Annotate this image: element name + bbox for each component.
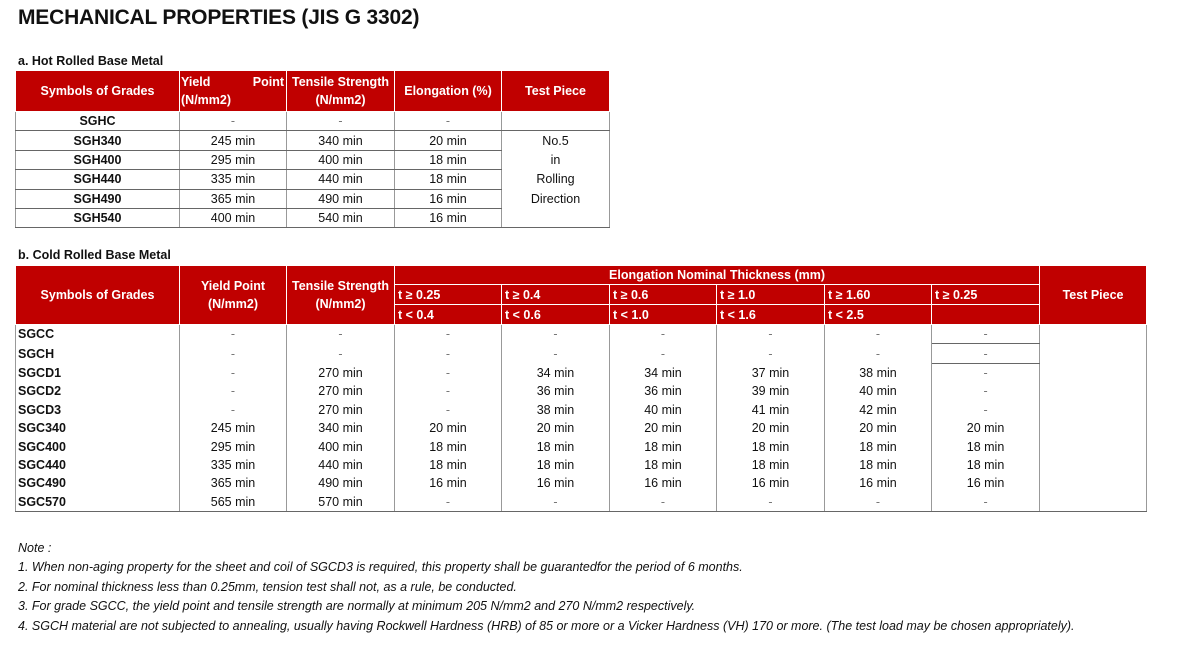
cold-header-grades: Symbols of Grades [16, 266, 180, 325]
table-row [16, 150, 610, 169]
yield-cell: - [180, 382, 287, 400]
tensile-cell: 270 min [287, 401, 395, 419]
table-row [16, 189, 610, 208]
elongation-cell: 18 min [610, 456, 717, 474]
elongation-cell: - [502, 325, 610, 344]
cold-header-yield-unit: (N/mm2) [207, 297, 258, 311]
elongation-cell: - [395, 493, 502, 512]
yield-cell: - [180, 325, 287, 344]
page-title: MECHANICAL PROPERTIES (JIS G 3302) [18, 6, 420, 29]
table-row [16, 419, 1147, 437]
table-row [16, 112, 610, 131]
elongation-cell: 16 min [717, 474, 825, 492]
tensile-cell: 270 min [287, 363, 395, 382]
test-piece-cell [502, 208, 610, 227]
elongation-cell: 20 min [395, 419, 502, 437]
yield-cell: - [180, 112, 287, 131]
tensile-cell: 400 min [287, 437, 395, 455]
elongation-cell: 16 min [825, 474, 932, 492]
elongation-cell: 18 min [395, 170, 502, 189]
elongation-cell: - [932, 325, 1040, 344]
elongation-cell: - [932, 344, 1040, 363]
elongation-cell: - [610, 344, 717, 363]
elongation-cell: - [932, 363, 1040, 382]
table-row [16, 382, 1147, 400]
table-row [16, 456, 1147, 474]
range-low: t ≥ 0.4 [502, 285, 610, 305]
elongation-cell: 38 min [502, 401, 610, 419]
elongation-cell: 34 min [502, 363, 610, 382]
test-piece-cell: Direction [502, 189, 610, 208]
elongation-cell: 18 min [395, 437, 502, 455]
elongation-cell: - [502, 344, 610, 363]
grade-cell: SGH440 [16, 170, 180, 189]
grade-cell: SGH400 [16, 150, 180, 169]
test-piece-cell [1040, 325, 1147, 512]
range-high [932, 305, 1040, 325]
yield-cell: 245 min [180, 419, 287, 437]
hot-header-tensile-unit: (N/mm2) [315, 93, 366, 107]
table-row [16, 363, 1147, 382]
elongation-cell: 38 min [825, 363, 932, 382]
tensile-cell: - [287, 344, 395, 363]
table-row [16, 344, 1147, 363]
cold-header-tensile [287, 266, 395, 325]
grade-cell: SGH540 [16, 208, 180, 227]
grade-cell: SGC400 [16, 437, 180, 455]
elongation-cell: 20 min [825, 419, 932, 437]
range-high: t < 1.0 [610, 305, 717, 325]
cold-header-row-1 [16, 266, 1147, 285]
note-item: 4. SGCH material are not subjected to annealing, usually having Rockwell Hardness (HRB) of 85 or more or a Vicker Hardness (VH) 170 or more. (The test load may be chosen appropriately). [18, 618, 1075, 633]
test-piece-cell: No.5 [502, 131, 610, 150]
range-high: t < 2.5 [825, 305, 932, 325]
elongation-cell: - [395, 363, 502, 382]
elongation-cell: 20 min [395, 131, 502, 150]
elongation-cell: 34 min [610, 363, 717, 382]
elongation-cell: 37 min [717, 363, 825, 382]
tensile-cell: 490 min [287, 189, 395, 208]
elongation-cell: 18 min [932, 456, 1040, 474]
elongation-cell: 18 min [395, 150, 502, 169]
elongation-cell: 16 min [932, 474, 1040, 492]
range-low: t ≥ 1.60 [825, 285, 932, 305]
hot-header-row [16, 71, 610, 112]
elongation-cell: - [395, 325, 502, 344]
elongation-cell: 41 min [717, 401, 825, 419]
elongation-cell: 18 min [502, 456, 610, 474]
grade-cell: SGCC [16, 325, 180, 344]
elongation-cell: 16 min [395, 474, 502, 492]
note-item: 3. For grade SGCC, the yield point and tensile strength are normally at minimum 205 N/mm2 and 270 N/mm2 respectively. [18, 599, 696, 614]
yield-cell: 565 min [180, 493, 287, 512]
cold-rolled-table [15, 265, 1147, 512]
elongation-cell: - [825, 493, 932, 512]
elongation-cell: 18 min [395, 456, 502, 474]
note-item: 1. When non-aging property for the sheet and coil of SGCD3 is required, this property shall be guarantedfor the period of 6 months. [18, 560, 743, 575]
elongation-cell: 18 min [825, 437, 932, 455]
grade-cell: SGCH [16, 344, 180, 363]
table-row [16, 208, 610, 227]
elongation-cell: - [502, 493, 610, 512]
grade-cell: SGC440 [16, 456, 180, 474]
yield-cell: 365 min [180, 189, 287, 208]
elongation-cell: - [717, 344, 825, 363]
range-low: t ≥ 1.0 [717, 285, 825, 305]
elongation-cell: 18 min [610, 437, 717, 455]
elongation-cell: 36 min [502, 382, 610, 400]
grade-cell: SGCD1 [16, 363, 180, 382]
notes-section [18, 539, 1075, 636]
elongation-cell: - [395, 112, 502, 131]
grade-cell: SGHC [16, 112, 180, 131]
elongation-cell: - [717, 493, 825, 512]
range-low: t ≥ 0.6 [610, 285, 717, 305]
table-row [16, 493, 1147, 512]
elongation-cell: 18 min [825, 456, 932, 474]
tensile-cell: 270 min [287, 382, 395, 400]
elongation-cell: - [610, 493, 717, 512]
grade-cell: SGCD3 [16, 401, 180, 419]
elongation-cell: 42 min [825, 401, 932, 419]
elongation-cell: 20 min [502, 419, 610, 437]
range-high: t < 0.6 [502, 305, 610, 325]
grade-cell: SGH340 [16, 131, 180, 150]
elongation-cell: - [932, 401, 1040, 419]
tensile-cell: 400 min [287, 150, 395, 169]
table-row [16, 170, 610, 189]
elongation-cell: - [717, 325, 825, 344]
tensile-cell: - [287, 325, 395, 344]
hot-rolled-heading: a. Hot Rolled Base Metal [18, 54, 164, 68]
elongation-cell: 18 min [717, 456, 825, 474]
hot-header-yield [180, 71, 287, 112]
elongation-cell: - [610, 325, 717, 344]
hot-header-yield-word: Yield [181, 75, 211, 89]
yield-cell: 245 min [180, 131, 287, 150]
range-low: t ≥ 0.25 [932, 285, 1040, 305]
elongation-cell: - [395, 382, 502, 400]
grade-cell: SGCD2 [16, 382, 180, 400]
elongation-cell: 18 min [932, 437, 1040, 455]
elongation-cell: - [395, 401, 502, 419]
elongation-cell: 36 min [610, 382, 717, 400]
elongation-cell: 18 min [717, 437, 825, 455]
yield-cell: - [180, 401, 287, 419]
hot-header-elongation: Elongation (%) [395, 71, 502, 112]
tensile-cell: 440 min [287, 456, 395, 474]
cold-header-elongation-group: Elongation Nominal Thickness (mm) [395, 266, 1040, 285]
elongation-cell: - [932, 493, 1040, 512]
grade-cell: SGC490 [16, 474, 180, 492]
elongation-cell: - [932, 382, 1040, 400]
range-high: t < 0.4 [395, 305, 502, 325]
table-row [16, 401, 1147, 419]
elongation-cell: 16 min [502, 474, 610, 492]
elongation-cell: 20 min [932, 419, 1040, 437]
yield-cell: 335 min [180, 170, 287, 189]
grade-cell: SGC340 [16, 419, 180, 437]
tensile-cell: 540 min [287, 208, 395, 227]
elongation-cell: 20 min [717, 419, 825, 437]
elongation-cell: 18 min [502, 437, 610, 455]
grade-cell: SGC570 [16, 493, 180, 512]
tensile-cell: 340 min [287, 131, 395, 150]
cold-header-test-piece: Test Piece [1040, 266, 1147, 325]
elongation-cell: 20 min [610, 419, 717, 437]
elongation-cell: 16 min [395, 208, 502, 227]
notes-label: Note : [18, 541, 52, 555]
elongation-cell: 40 min [825, 382, 932, 400]
cold-header-tensile-unit: (N/mm2) [315, 297, 366, 311]
hot-header-tensile-label: Tensile Strength [291, 75, 389, 89]
test-piece-cell [502, 112, 610, 131]
tensile-cell: 440 min [287, 170, 395, 189]
hot-header-tensile [287, 71, 395, 112]
cold-header-yield-label: Yield Point [200, 279, 266, 293]
table-row [16, 474, 1147, 492]
note-item: 2. For nominal thickness less than 0.25mm, tension test shall not, as a rule, be conducted. [18, 579, 517, 594]
hot-rolled-table [15, 70, 610, 228]
hot-header-test-piece: Test Piece [502, 71, 610, 112]
elongation-cell: - [825, 325, 932, 344]
hot-header-point-word: Point [252, 75, 284, 89]
elongation-cell: 16 min [610, 474, 717, 492]
table-row [16, 131, 610, 150]
table-row [16, 437, 1147, 455]
test-piece-cell: in [502, 150, 610, 169]
elongation-cell: 39 min [717, 382, 825, 400]
elongation-cell: - [395, 344, 502, 363]
yield-cell: 400 min [180, 208, 287, 227]
elongation-cell: - [825, 344, 932, 363]
range-high: t < 1.6 [717, 305, 825, 325]
yield-cell: 365 min [180, 474, 287, 492]
elongation-cell: 16 min [395, 189, 502, 208]
hot-header-yield-unit: (N/mm2) [181, 93, 232, 107]
table-row [16, 325, 1147, 344]
yield-cell: 295 min [180, 437, 287, 455]
cold-header-yield [180, 266, 287, 325]
yield-cell: 295 min [180, 150, 287, 169]
yield-cell: 335 min [180, 456, 287, 474]
hot-header-grades: Symbols of Grades [16, 71, 180, 112]
grade-cell: SGH490 [16, 189, 180, 208]
elongation-cell: 40 min [610, 401, 717, 419]
tensile-cell: 340 min [287, 419, 395, 437]
range-low: t ≥ 0.25 [395, 285, 502, 305]
cold-header-tensile-label: Tensile Strength [291, 279, 389, 293]
yield-cell: - [180, 363, 287, 382]
yield-cell: - [180, 344, 287, 363]
tensile-cell: 570 min [287, 493, 395, 512]
test-piece-cell: Rolling [502, 170, 610, 189]
tensile-cell: 490 min [287, 474, 395, 492]
tensile-cell: - [287, 112, 395, 131]
cold-rolled-heading: b. Cold Rolled Base Metal [18, 248, 171, 262]
